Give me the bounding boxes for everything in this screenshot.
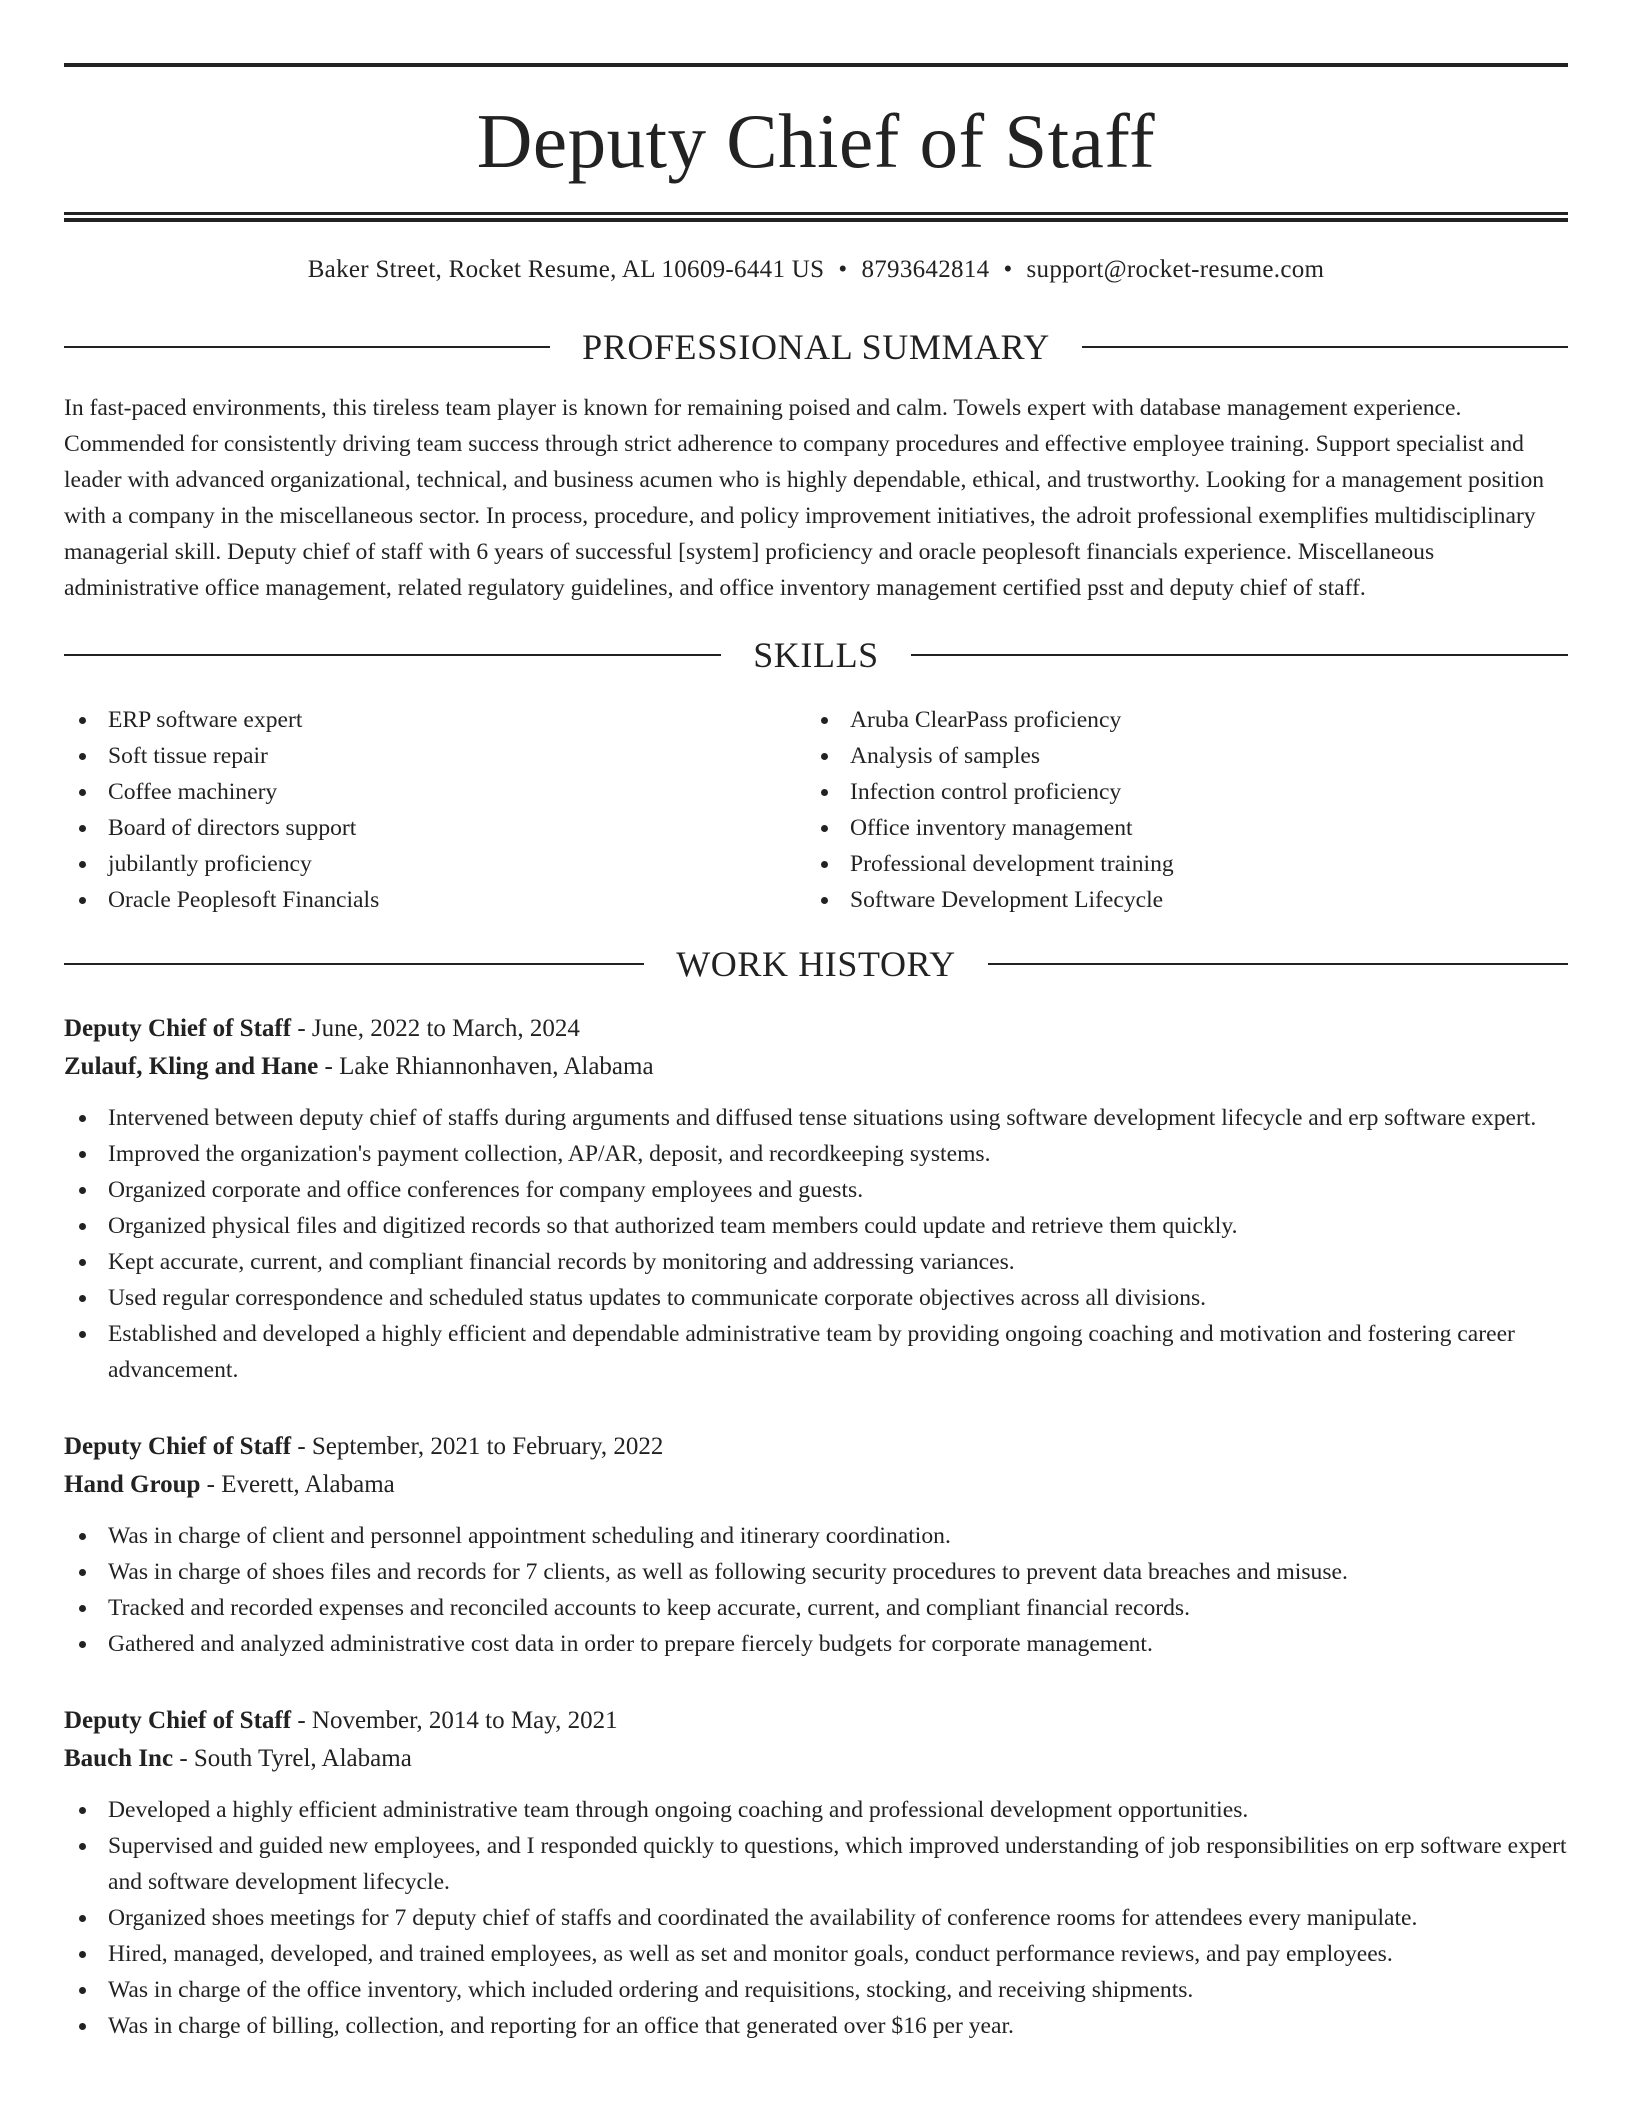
skill-item: Oracle Peoplesoft Financials — [64, 882, 806, 918]
job-title-line: Deputy Chief of Staff - November, 2014 to May, 2021 — [64, 1707, 618, 1734]
contact-line — [64, 255, 1568, 285]
heading-rule-left — [64, 346, 550, 348]
heading-rule-right — [911, 654, 1568, 656]
skill-item: Analysis of samples — [806, 738, 1568, 774]
skills-list-left — [64, 702, 806, 918]
heading-rule-right — [988, 963, 1568, 965]
summary-text: In fast-paced environments, this tireless team player is known for remaining poised and calm. Towels expert with database management experience. Commended for consistently driving team success through strict adherence to company procedures and effective employee training. Support specialist and leader with advanced organizational, technical, and business acumen who is highly dependable, ethical, and trustworthy. Looking for a management position with a company in the miscellaneous sector. In process, procedure, and policy improvement initiatives, the adroit professional exemplifies multidisciplinary managerial skill. Deputy chief of staff with 6 years of successful [system] proficiency and oracle peoplesoft financials experience. Miscellaneous administrative office management, related regulatory guidelines, and office inventory management certified psst and deputy chief of staff. — [64, 395, 1545, 601]
job-dates: June, 2022 to March, 2024 — [311, 1015, 580, 1042]
job-title: Deputy Chief of Staff — [64, 1707, 292, 1734]
heading-rule-left — [64, 963, 644, 965]
job-company: Zulauf, Kling and Hane — [64, 1053, 319, 1080]
skill-item: jubilantly proficiency — [64, 846, 806, 882]
job-title: Deputy Chief of Staff — [64, 1433, 292, 1460]
skills-columns — [64, 702, 1568, 918]
skill-item: Software Development Lifecycle — [806, 882, 1568, 918]
skills-heading — [64, 637, 1568, 673]
job-title-line: Deputy Chief of Staff - June, 2022 to March, 2024 — [64, 1015, 580, 1042]
job-bullet: Was in charge of client and personnel appointment scheduling and itinerary coordination. — [64, 1518, 1568, 1554]
skills-title: SKILLS — [753, 635, 879, 675]
skill-item: Coffee machinery — [64, 774, 806, 810]
job-title: Deputy Chief of Staff — [64, 1015, 292, 1042]
skill-item: Soft tissue repair — [64, 738, 806, 774]
job-bullet: Organized physical files and digitized records so that authorized team members could update and retrieve them quickly. — [64, 1208, 1568, 1244]
job-location: South Tyrel, Alabama — [193, 1745, 412, 1772]
summary-section — [64, 329, 1568, 606]
contact-separator: • — [838, 256, 848, 283]
job-entry — [64, 1428, 1568, 1662]
job-location: Everett, Alabama — [221, 1471, 395, 1498]
skill-item: Infection control proficiency — [806, 774, 1568, 810]
job-company-line: Hand Group - Everett, Alabama — [64, 1471, 395, 1498]
job-company-line: Zulauf, Kling and Hane - Lake Rhiannonhaven, Alabama — [64, 1053, 654, 1080]
candidate-name: Deputy Chief of Staff — [476, 98, 1156, 184]
job-bullet: Was in charge of shoes files and records for 7 clients, as well as following security procedures to prevent data breaches and misuse. — [64, 1554, 1568, 1590]
contact-email: support@rocket-resume.com — [1026, 256, 1325, 283]
contact-phone: 8793642814 — [861, 256, 990, 283]
job-entry — [64, 1010, 1568, 1388]
header-double-rule — [64, 212, 1568, 222]
skill-item: Board of directors support — [64, 810, 806, 846]
job-bullet: Organized shoes meetings for 7 deputy chief of staffs and coordinated the availability of conference rooms for attendees every manipulate. — [64, 1900, 1568, 1936]
job-title-line: Deputy Chief of Staff - September, 2021 to February, 2022 — [64, 1433, 664, 1460]
heading-rule-right — [1082, 346, 1568, 348]
job-bullet: Hired, managed, developed, and trained employees, as well as set and monitor goals, conduct performance reviews, and pay employees. — [64, 1936, 1568, 1972]
job-entry — [64, 1702, 1568, 2044]
contact-separator: • — [1003, 256, 1013, 283]
job-bullet: Used regular correspondence and scheduled status updates to communicate corporate objectives across all divisions. — [64, 1280, 1568, 1316]
job-bullets — [64, 1100, 1568, 1388]
heading-rule-left — [64, 654, 721, 656]
work-title: WORK HISTORY — [676, 944, 956, 984]
job-bullet: Intervened between deputy chief of staffs during arguments and diffused tense situations using software development lifecycle and erp software expert. — [64, 1100, 1568, 1136]
job-bullet: Organized corporate and office conferences for company employees and guests. — [64, 1172, 1568, 1208]
job-bullet: Tracked and recorded expenses and reconciled accounts to keep accurate, current, and compliant financial records. — [64, 1590, 1568, 1626]
skill-item: Office inventory management — [806, 810, 1568, 846]
skill-item: Professional development training — [806, 846, 1568, 882]
job-company: Bauch Inc — [64, 1745, 174, 1772]
job-dates: November, 2014 to May, 2021 — [311, 1707, 618, 1734]
summary-title: PROFESSIONAL SUMMARY — [582, 327, 1050, 367]
resume-header — [64, 63, 1568, 222]
job-bullet: Established and developed a highly efficient and dependable administrative team by providing ongoing coaching and motivation and fostering career advancement. — [64, 1316, 1568, 1388]
summary-heading — [64, 329, 1568, 365]
job-dates: September, 2021 to February, 2022 — [311, 1433, 664, 1460]
job-bullet: Developed a highly efficient administrative team through ongoing coaching and professional development opportunities. — [64, 1792, 1568, 1828]
job-bullet: Was in charge of billing, collection, and reporting for an office that generated over $16 per year. — [64, 2008, 1568, 2044]
work-history-section — [64, 946, 1568, 2044]
job-bullet: Gathered and analyzed administrative cost data in order to prepare fiercely budgets for corporate management. — [64, 1626, 1568, 1662]
skills-section — [64, 637, 1568, 918]
contact-address: Baker Street, Rocket Resume, AL 10609-6441 US — [307, 256, 825, 283]
work-heading — [64, 946, 1568, 982]
job-location: Lake Rhiannonhaven, Alabama — [339, 1053, 654, 1080]
job-bullet: Was in charge of the office inventory, which included ordering and requisitions, stocking, and receiving shipments. — [64, 1972, 1568, 2008]
job-bullet: Kept accurate, current, and compliant financial records by monitoring and addressing variances. — [64, 1244, 1568, 1280]
job-bullets — [64, 1792, 1568, 2044]
job-bullets — [64, 1518, 1568, 1662]
job-company: Hand Group — [64, 1471, 201, 1498]
job-company-line: Bauch Inc - South Tyrel, Alabama — [64, 1745, 412, 1772]
skills-list-right — [806, 702, 1568, 918]
skill-item: Aruba ClearPass proficiency — [806, 702, 1568, 738]
job-bullet: Improved the organization's payment collection, AP/AR, deposit, and recordkeeping systems. — [64, 1136, 1568, 1172]
skill-item: ERP software expert — [64, 702, 806, 738]
job-bullet: Supervised and guided new employees, and I responded quickly to questions, which improved understanding of job responsibilities on erp software expert and software development lifecycle. — [64, 1828, 1568, 1900]
